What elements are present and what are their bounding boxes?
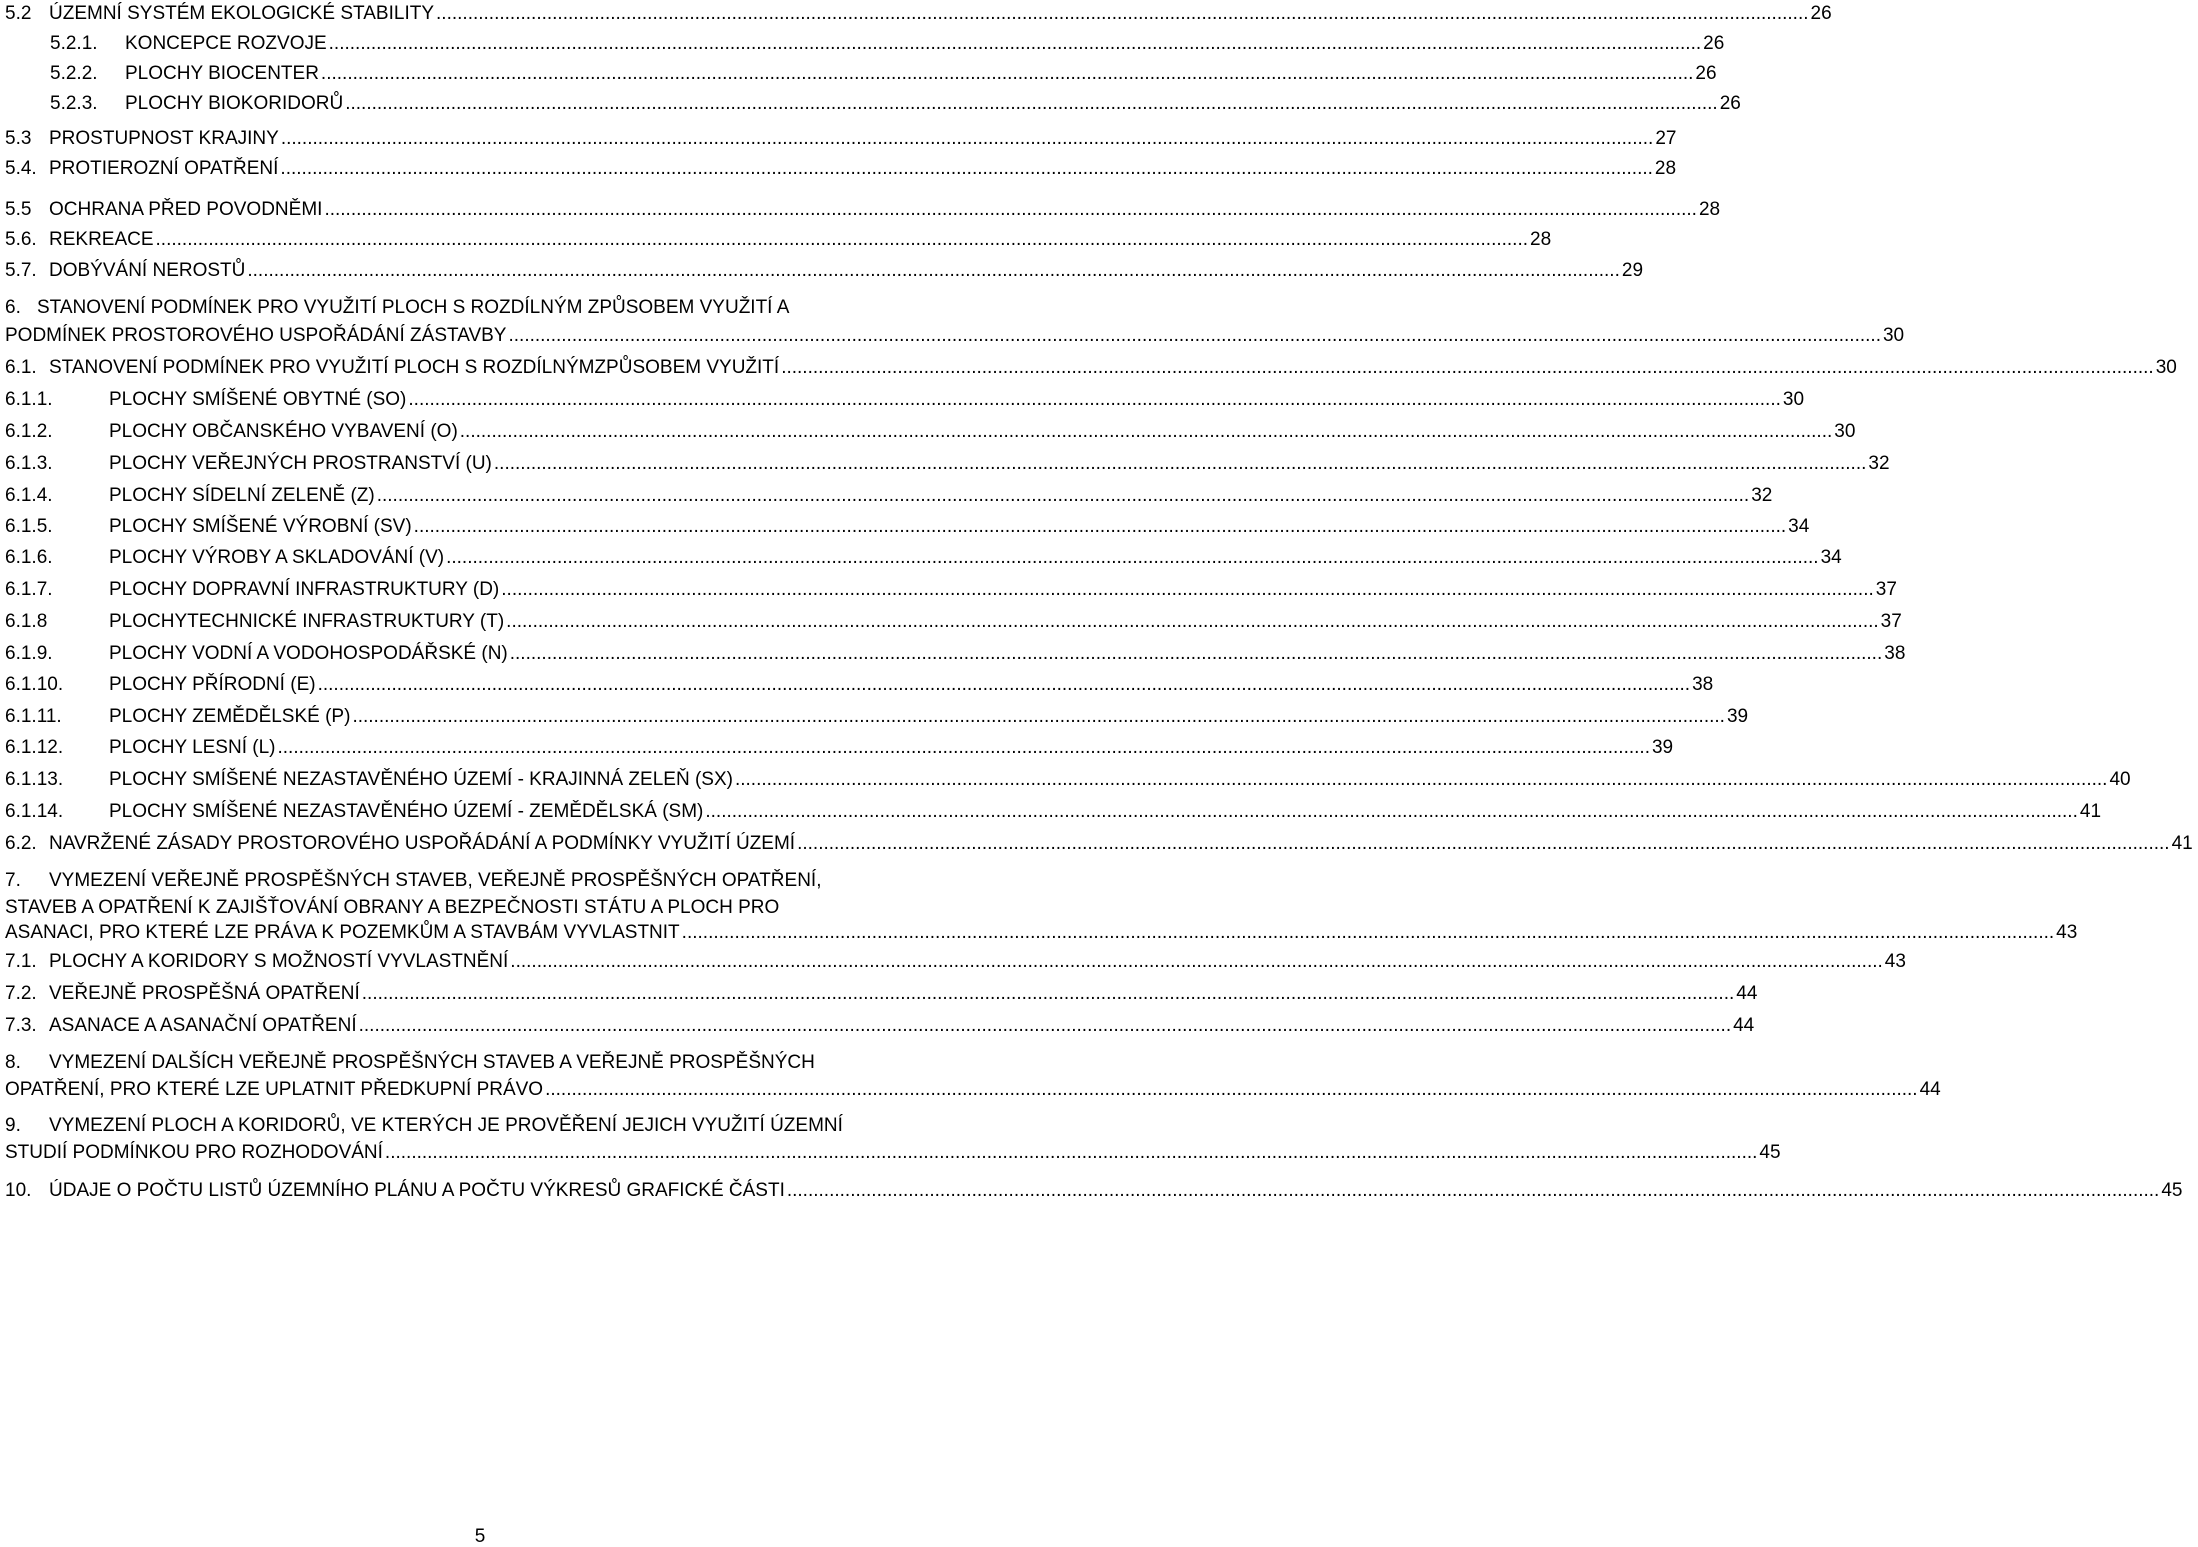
toc-entry[interactable] <box>0 295 1905 348</box>
dot-leader <box>247 258 1620 283</box>
toc-number: 6.1.10. <box>5 674 64 695</box>
toc-page: 26 <box>1703 33 1725 54</box>
dot-leader <box>781 355 2154 380</box>
toc-title: VYMEZENÍ VEŘEJNĚ PROSPĚŠNÝCH STAVEB, VEŘEJNĚ PROSPĚŠNÝCH OPATŘENÍ, <box>49 870 822 891</box>
toc-entry[interactable] <box>0 799 2102 824</box>
dot-leader <box>705 799 2078 824</box>
toc-page: 38 <box>1884 643 1906 664</box>
toc-entry[interactable] <box>0 735 1674 760</box>
dot-leader <box>277 735 1650 760</box>
toc-number: 7.2. <box>5 983 37 1004</box>
toc-page: 28 <box>1530 229 1552 250</box>
toc-page: 45 <box>1759 1142 1781 1163</box>
toc-page: 30 <box>1782 389 1805 410</box>
toc-page: 30 <box>1882 325 1905 346</box>
toc-entry[interactable] <box>0 641 1906 666</box>
page-number: 5 <box>474 1526 486 1547</box>
toc-title: PLOCHY SMÍŠENÉ NEZASTAVĚNÉHO ÚZEMÍ - KRAJINNÁ ZELEŇ (SX) <box>109 769 733 790</box>
toc-title: PLOCHY A KORIDORY S MOŽNOSTÍ VYVLASTNĚNÍ <box>49 951 509 972</box>
toc-number: 6.1.1. <box>5 389 53 410</box>
toc-number: 5.2.2. <box>50 63 98 84</box>
toc-number: 6.1.5. <box>5 516 53 537</box>
toc-entry[interactable] <box>0 704 1749 729</box>
toc-number: 5.2.3. <box>50 93 98 114</box>
toc-page: 44 <box>1733 1015 1755 1036</box>
toc-title: PLOCHY LESNÍ (L) <box>109 737 276 758</box>
toc-page: 39 <box>1726 706 1749 727</box>
dot-leader <box>318 672 1691 697</box>
toc-page: 41 <box>2079 801 2102 822</box>
toc-entry[interactable] <box>0 1013 1755 1038</box>
toc-entry[interactable] <box>0 1113 1781 1165</box>
toc-page: 44 <box>1919 1079 1941 1100</box>
toc-number: 6.1.14. <box>5 801 64 822</box>
dot-leader <box>385 1140 1758 1165</box>
toc-number: 5.2 <box>5 3 32 24</box>
dot-leader <box>362 981 1735 1006</box>
toc-page: 29 <box>1621 260 1644 281</box>
toc-number: 5.6. <box>5 229 37 250</box>
dot-leader <box>345 91 1718 116</box>
toc-title-continued: PODMÍNEK PROSTOROVÉHO USPOŘÁDÁNÍ ZÁSTAVBY <box>5 325 507 346</box>
toc-entry[interactable] <box>0 126 1677 151</box>
toc-title: ÚZEMNÍ SYSTÉM EKOLOGICKÉ STABILITY <box>49 3 435 24</box>
toc-number: 6.1.6. <box>5 547 53 568</box>
toc-entry[interactable] <box>0 545 1842 570</box>
toc-title-continued: STUDIÍ PODMÍNKOU PRO ROZHODOVÁNÍ <box>5 1142 383 1163</box>
toc-title: STANOVENÍ PODMÍNEK PRO VYUŽITÍ PLOCH S ROZDÍLNÝM ZPŮSOBEM VYUŽITÍ A <box>37 297 790 318</box>
toc-title: PROTIEROZNÍ OPATŘENÍ <box>49 158 279 179</box>
toc-number: 6.1.4. <box>5 485 53 506</box>
toc-title: PLOCHY SMÍŠENÉ VÝROBNÍ (SV) <box>109 516 412 537</box>
toc-page: 37 <box>1875 579 1897 600</box>
toc-number: 5.3 <box>5 128 32 149</box>
toc-page: 39 <box>1651 737 1674 758</box>
toc-page: 28 <box>1698 199 1721 220</box>
dot-leader <box>735 767 2108 792</box>
dot-leader <box>281 126 1654 151</box>
toc-number: 5.2.1. <box>50 33 98 54</box>
toc-page: 34 <box>1788 516 1810 537</box>
dot-leader <box>436 1 1809 26</box>
toc-number: 5.5 <box>5 199 32 220</box>
toc-number: 7.1. <box>5 951 37 972</box>
toc-page: 43 <box>2056 922 2078 943</box>
toc-page: 37 <box>1880 611 1902 632</box>
toc-number: 6. <box>5 297 21 318</box>
toc-page: 27 <box>1655 128 1677 149</box>
toc-number: 7. <box>5 870 21 891</box>
toc-number: 6.1.13. <box>5 769 64 790</box>
toc-title: KONCEPCE ROZVOJE <box>125 33 327 54</box>
toc-title: PLOCHY BIOKORIDORŮ <box>125 93 344 114</box>
toc-number: 8. <box>5 1052 21 1073</box>
toc-title: PLOCHY VODNÍ A VODOHOSPODÁŘSKÉ (N) <box>109 643 508 664</box>
toc-entry[interactable] <box>0 156 1677 181</box>
toc-number: 6.1.12. <box>5 737 64 758</box>
toc-number: 6.1.8 <box>5 611 48 632</box>
toc-title: VYMEZENÍ PLOCH A KORIDORŮ, VE KTERÝCH JE PROVĚŘENÍ JEJICH VYUŽITÍ ÚZEMNÍ <box>49 1115 843 1136</box>
dot-leader <box>510 949 1883 974</box>
toc-page: 30 <box>1834 421 1856 442</box>
toc-title: OCHRANA PŘED POVODNĚMI <box>49 199 323 220</box>
toc-page: 43 <box>1884 951 1906 972</box>
toc-entry[interactable] <box>0 419 1856 444</box>
dot-leader <box>359 1013 1732 1038</box>
toc-page: 26 <box>1695 63 1717 84</box>
toc-page: 41 <box>2171 833 2193 854</box>
toc-title: PLOCHY DOPRAVNÍ INFRASTRUKTURY (D) <box>109 579 500 600</box>
toc-entry[interactable] <box>0 1050 1941 1102</box>
toc-title: PLOCHY ZEMĚDĚLSKÉ (P) <box>109 706 351 727</box>
toc-title: VEŘEJNĚ PROSPĚŠNÁ OPATŘENÍ <box>49 983 360 1004</box>
toc-number: 6.1.3. <box>5 453 53 474</box>
dot-leader <box>682 920 2055 945</box>
dot-leader <box>545 1077 1918 1102</box>
toc-number: 7.3. <box>5 1015 37 1036</box>
toc-entry[interactable] <box>0 387 1805 412</box>
toc-number: 10. <box>5 1180 32 1201</box>
toc-entry[interactable] <box>0 197 1721 222</box>
dot-leader <box>321 61 1694 86</box>
toc-title-continued: STAVEB A OPATŘENÍ K ZAJIŠŤOVÁNÍ OBRANY A BEZPEČNOSTI STÁTU A PLOCH PRO <box>5 897 780 918</box>
toc-number: 6.1.2. <box>5 421 53 442</box>
toc-entry[interactable] <box>0 258 1644 283</box>
toc-number: 5.7. <box>5 260 37 281</box>
toc-entry[interactable] <box>0 514 1810 539</box>
toc-page: 32 <box>1868 453 1890 474</box>
toc-entry[interactable] <box>0 949 1906 974</box>
dot-leader <box>506 609 1879 634</box>
toc-page: 26 <box>1810 3 1832 24</box>
toc-title: DOBÝVÁNÍ NEROSTŮ <box>49 260 246 281</box>
toc-number: 5.4. <box>5 158 37 179</box>
toc-title-continued: ASANACI, PRO KTERÉ LZE PRÁVA K POZEMKŮM A STAVBÁM VYVLASTNIT <box>5 922 680 943</box>
toc-title-continued: OPATŘENÍ, PRO KTERÉ LZE UPLATNIT PŘEDKUPNÍ PRÁVO <box>5 1079 544 1100</box>
toc-title: ÚDAJE O POČTU LISTŮ ÚZEMNÍHO PLÁNU A POČTU VÝKRESŮ GRAFICKÉ ČÁSTI <box>49 1180 785 1201</box>
toc-title: REKREACE <box>49 229 154 250</box>
dot-leader <box>446 545 1819 570</box>
toc-entry[interactable] <box>0 451 1890 476</box>
dot-leader <box>156 227 1529 252</box>
toc-page: 38 <box>1692 674 1714 695</box>
toc-number: 9. <box>5 1115 21 1136</box>
toc-title: PLOCHY SÍDELNÍ ZELENĚ (Z) <box>109 485 375 506</box>
dot-leader <box>414 514 1787 539</box>
toc-entry[interactable] <box>0 831 2193 856</box>
toc-entry[interactable] <box>0 355 2177 380</box>
toc-page: 30 <box>2155 357 2177 378</box>
toc-entry[interactable] <box>0 483 1773 508</box>
toc-entry[interactable] <box>0 868 2078 945</box>
toc-entry[interactable] <box>0 981 1758 1006</box>
toc-number: 6.1. <box>5 357 37 378</box>
toc-entry[interactable] <box>0 767 2131 792</box>
dot-leader <box>787 1178 2160 1203</box>
dot-leader <box>324 197 1697 222</box>
toc-entry[interactable] <box>0 91 1741 116</box>
toc-page: 44 <box>1736 983 1758 1004</box>
toc-title: PROSTUPNOST KRAJINY <box>49 128 279 149</box>
dot-leader <box>510 641 1883 666</box>
toc-title: STANOVENÍ PODMÍNEK PRO VYUŽITÍ PLOCH S ROZDÍLNÝMZPŮSOBEM VYUŽITÍ <box>49 357 780 378</box>
dot-leader <box>280 156 1653 181</box>
dot-leader <box>352 704 1725 729</box>
toc-entry[interactable] <box>0 31 1725 56</box>
toc-number: 6.2. <box>5 833 37 854</box>
toc-page: 34 <box>1820 547 1842 568</box>
toc-title: PLOCHY SMÍŠENÉ NEZASTAVĚNÉHO ÚZEMÍ - ZEMĚDĚLSKÁ (SM) <box>109 801 704 822</box>
dot-leader <box>501 577 1874 602</box>
toc-page: 40 <box>2109 769 2131 790</box>
toc-title: PLOCHY PŘÍRODNÍ (E) <box>109 674 316 695</box>
toc-title: PLOCHY OBČANSKÉHO VYBAVENÍ (O) <box>109 421 458 442</box>
toc-page: 45 <box>2161 1180 2183 1201</box>
toc-title: PLOCHY VÝROBY A SKLADOVÁNÍ (V) <box>109 547 445 568</box>
toc-entry[interactable] <box>0 1178 2183 1203</box>
toc-title: PLOCHY VEŘEJNÝCH PROSTRANSTVÍ (U) <box>109 453 492 474</box>
toc-entry[interactable] <box>0 577 1897 602</box>
toc-number: 6.1.11. <box>5 706 62 727</box>
toc-number: 6.1.9. <box>5 643 53 664</box>
toc-entry[interactable] <box>0 609 1902 634</box>
toc-title: NAVRŽENÉ ZÁSADY PROSTOROVÉHO USPOŘÁDÁNÍ A PODMÍNKY VYUŽITÍ ÚZEMÍ <box>49 833 796 854</box>
toc-page: 32 <box>1751 485 1773 506</box>
toc-entry[interactable] <box>0 1 1832 26</box>
dot-leader <box>797 831 2170 856</box>
toc-title: PLOCHY BIOCENTER <box>125 63 319 84</box>
toc-page: 26 <box>1719 93 1741 114</box>
toc-entry[interactable] <box>0 672 1714 697</box>
toc-title: PLOCHYTECHNICKÉ INFRASTRUKTURY (T) <box>109 611 505 632</box>
toc-title: ASANACE A ASANAČNÍ OPATŘENÍ <box>49 1015 357 1036</box>
dot-leader <box>377 483 1750 508</box>
toc-title: VYMEZENÍ DALŠÍCH VEŘEJNĚ PROSPĚŠNÝCH STAVEB A VEŘEJNĚ PROSPĚŠNÝCH <box>49 1052 815 1073</box>
toc-entry[interactable] <box>0 227 1552 252</box>
toc-number: 6.1.7. <box>5 579 53 600</box>
dot-leader <box>494 451 1867 476</box>
dot-leader <box>508 323 1881 348</box>
toc-entry[interactable] <box>0 61 1717 86</box>
toc-title: PLOCHY SMÍŠENÉ OBYTNÉ (SO) <box>109 389 407 410</box>
dot-leader <box>408 387 1781 412</box>
toc-page: 28 <box>1654 158 1677 179</box>
dot-leader <box>460 419 1833 444</box>
dot-leader <box>329 31 1702 56</box>
